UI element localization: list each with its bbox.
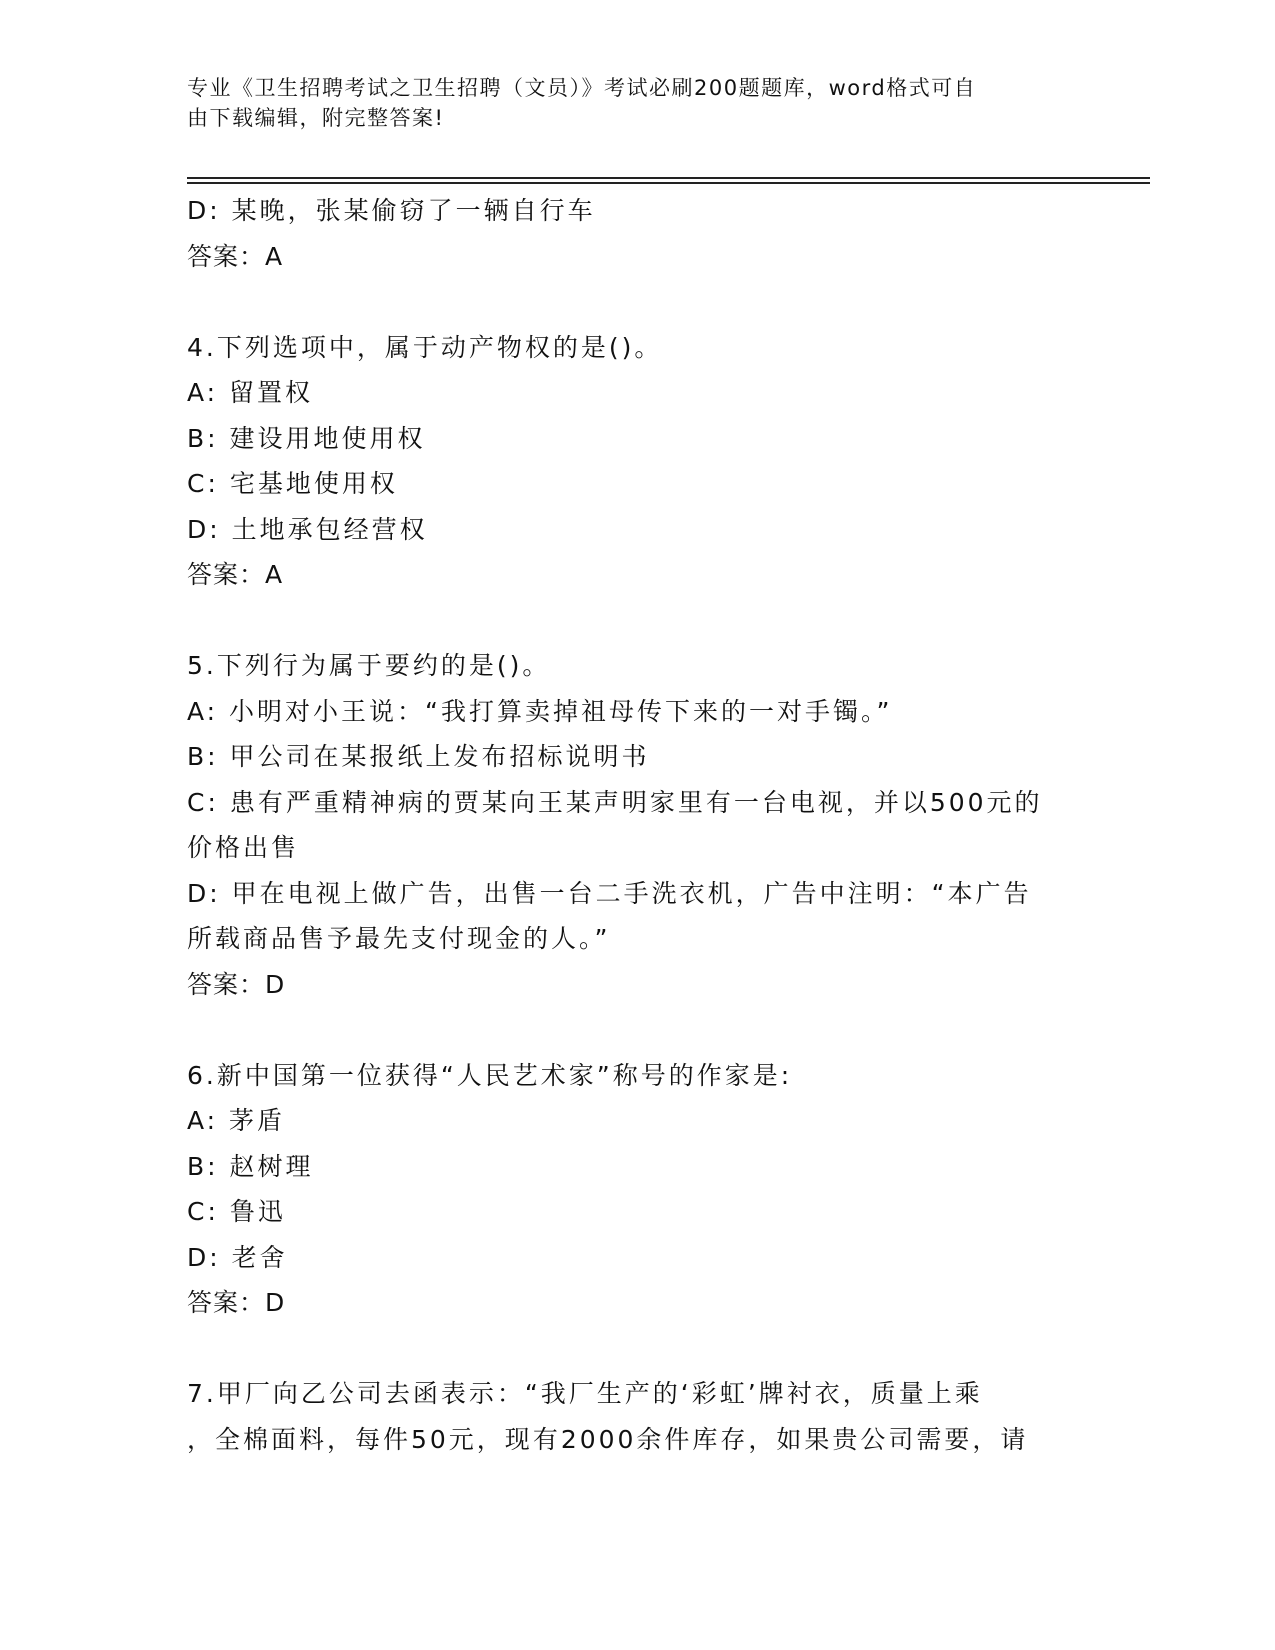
question-4 [187, 325, 1067, 598]
option-c-line-1: C: 患有严重精神病的贾某向王某声明家里有一台电视，并以500元的 [187, 787, 1043, 817]
option-d-line-1: D: 甲在电视上做广告，出售一台二手洗衣机，广告中注明：“本广告 [187, 878, 1032, 908]
question-stem: 5.下列行为属于要约的是()。 [187, 651, 551, 680]
header-divider-top [187, 177, 1150, 179]
question-stem-line-2: ，全棉面料，每件50元，现有2000余件库存，如果贵公司需要，请 [187, 1424, 1029, 1454]
option-c: C: 宅基地使用权 [187, 469, 398, 498]
option-b: B: 建设用地使用权 [187, 423, 426, 453]
question-6 [187, 1053, 1067, 1326]
question-stem: 6.新中国第一位获得“人民艺术家”称号的作家是: [187, 1060, 793, 1090]
header-line-1: 专业《卫生招聘考试之卫生招聘（文员）》考试必刷200题题库，word格式可自 [187, 76, 977, 100]
option-a: A: 留置权 [187, 378, 314, 407]
header-divider-bottom [187, 182, 1150, 184]
document-header [187, 73, 1067, 133]
answer: 答案：A [187, 241, 284, 271]
question-5 [187, 643, 1067, 1007]
option-a: A: 茅盾 [187, 1106, 286, 1135]
question-stem: 4.下列选项中，属于动产物权的是()。 [187, 332, 663, 362]
question-stem-line-1: 7.甲厂向乙公司去函表示：“我厂生产的‘彩虹’牌衬衣，质量上乘 [187, 1379, 983, 1408]
option-c: C: 鲁迅 [187, 1197, 286, 1226]
option-d-line-2: 所载商品售予最先支付现金的人。” [187, 924, 611, 953]
option-d: D: 某晚，张某偷窃了一辆自行车 [187, 196, 596, 225]
option-b: B: 赵树理 [187, 1151, 314, 1181]
answer: 答案：A [187, 560, 284, 589]
spacer [187, 598, 1067, 644]
question-list [187, 188, 1067, 1462]
header-line-2: 由下载编辑，附完整答案! [187, 106, 445, 130]
question-3-tail [187, 188, 1067, 279]
spacer [187, 1007, 1067, 1053]
option-a: A: 小明对小王说：“我打算卖掉祖母传下来的一对手镯。” [187, 696, 893, 726]
option-b: B: 甲公司在某报纸上发布招标说明书 [187, 742, 650, 771]
answer: 答案：D [187, 969, 286, 999]
answer: 答案：D [187, 1288, 286, 1317]
spacer [187, 1326, 1067, 1372]
question-7 [187, 1371, 1067, 1462]
option-d: D: 土地承包经营权 [187, 514, 428, 544]
spacer [187, 279, 1067, 325]
option-c-line-2: 价格出售 [187, 833, 300, 862]
option-d: D: 老舍 [187, 1242, 288, 1272]
